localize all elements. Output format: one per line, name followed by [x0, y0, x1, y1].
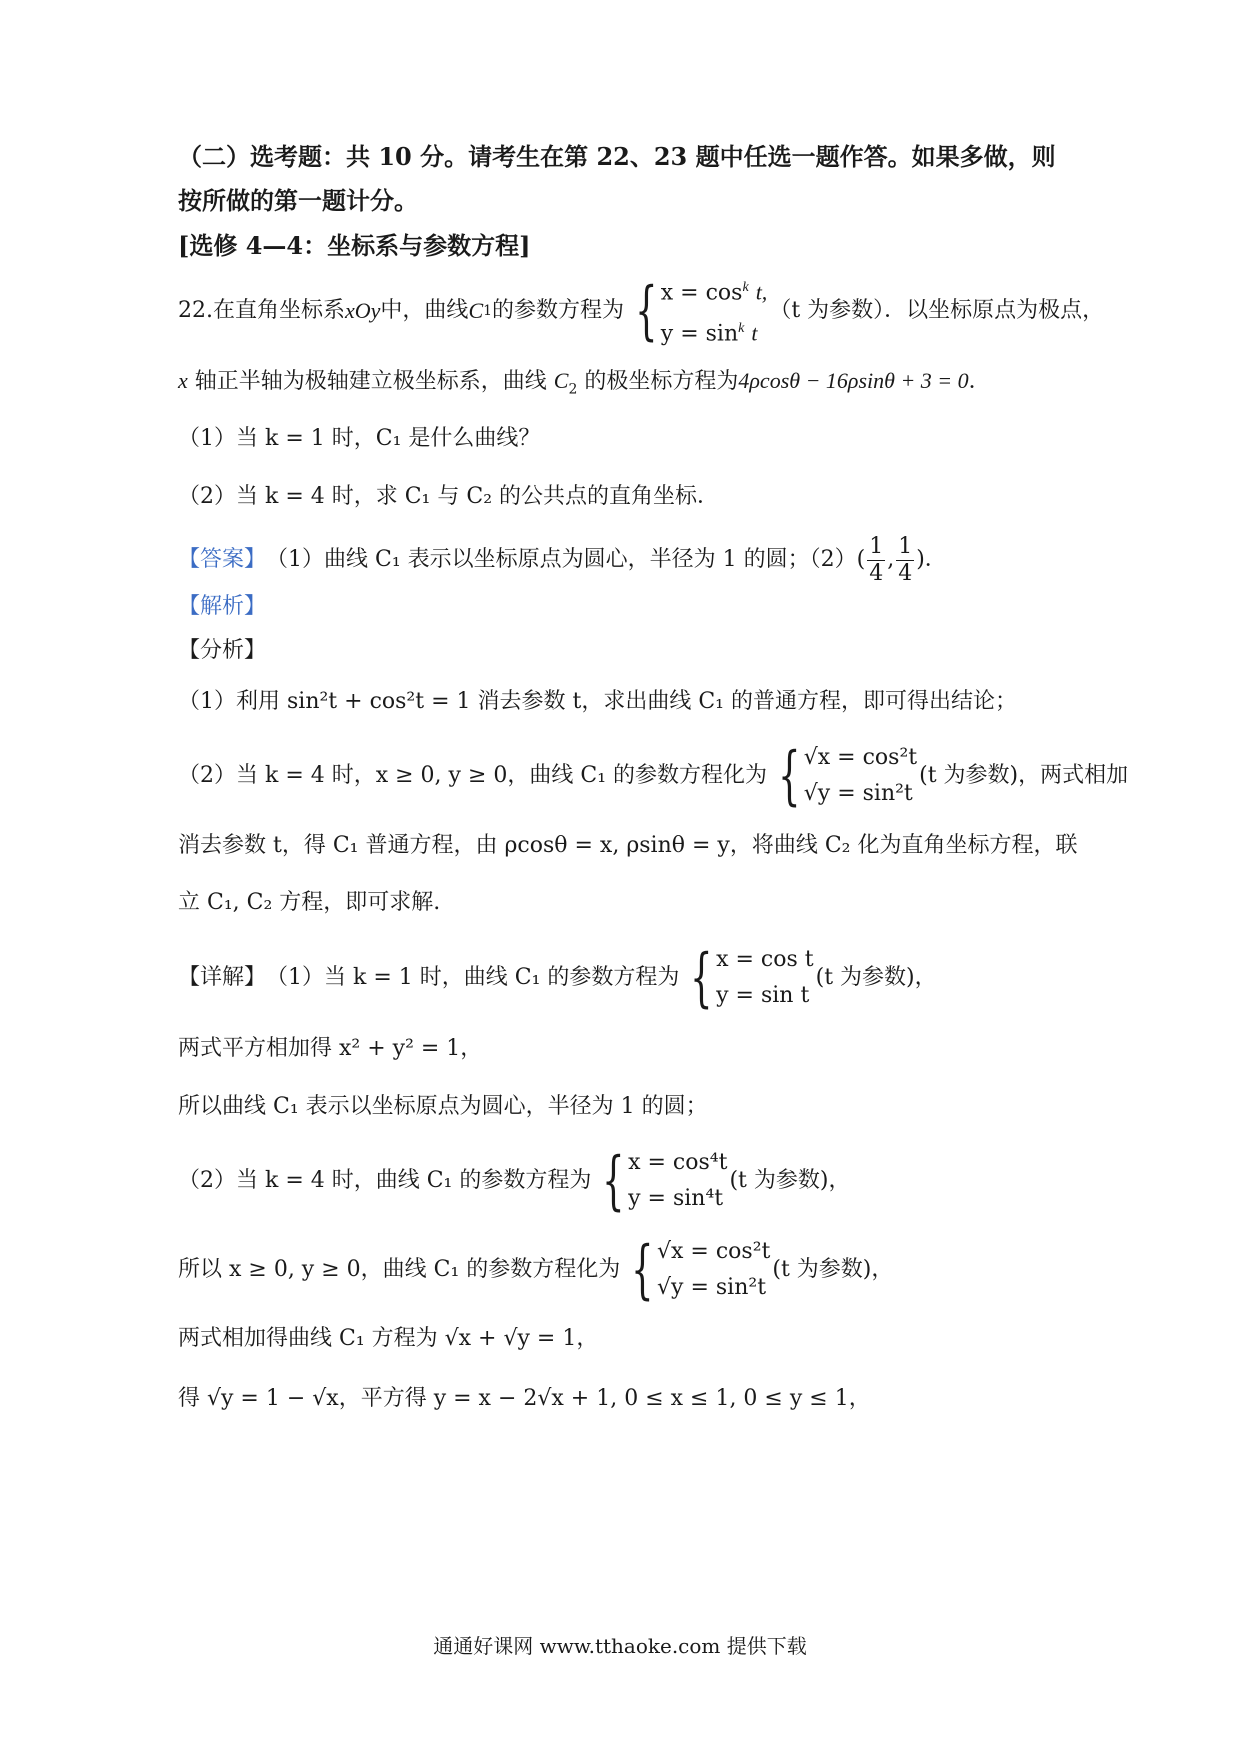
answer-frac-1: $\frac{1}{4}$: [869, 533, 884, 586]
xj3-row1: √x = cos²t: [657, 1239, 771, 1264]
xiangjie-s3: 所以曲线 C₁ 表示以坐标原点为圆心，半径为 1 的圆；: [178, 1094, 708, 1119]
elective-title: [选修 4—4：坐标系与参数方程]: [178, 231, 531, 260]
xoy-symbol: xOy: [345, 298, 381, 323]
c2-symbol: C: [553, 368, 569, 393]
line2-text: 轴正半轴为极轴建立极坐标系，曲线: [187, 369, 554, 394]
xj1-row1: x = cos t: [716, 947, 814, 972]
fenxi-p3: 消去参数 t，得 C₁ 普通方程，由 ρcosθ = x, ρsinθ = y，将曲线 C₂ 化为直角坐标方程，联: [178, 833, 1078, 858]
sys-row2: y = sin: [660, 321, 739, 347]
xj2-row2: y = sin⁴t: [628, 1186, 724, 1211]
xiangjie-s4: [178, 1143, 1090, 1219]
problem-mid2: 的参数方程为: [492, 298, 625, 323]
xiangjie-s6: 两式相加得曲线 C₁ 方程为 √x + √y = 1，: [178, 1326, 599, 1351]
answer-line: 【答案】 （1）曲线 C₁ 表示以坐标原点为圆心，半径为 1 的圆；（2）( $\frac{1}{4}$ , $\frac{1}{4}$ )．: [178, 533, 947, 586]
analysis-label: 【解析】: [178, 594, 267, 619]
problem-22-statement: 22.在直角坐标系 xOy 中，曲线 C 1 的参数方程为 { $x = \cos^k t$, $y = \sin^k t$ （t 为参数）．以坐标原点为极点，: [178, 276, 1090, 346]
xiangjie-s1-b: (t 为参数)，: [815, 965, 937, 990]
problem-intro: 22.在直角坐标系: [178, 298, 345, 323]
fenxi-system: { √x = cos²t √y = sin²t: [778, 739, 918, 813]
polar-equation: 4ρcosθ − 16ρsinθ + 3 = 0: [738, 368, 969, 393]
xj1-row2: y = sin t: [716, 983, 810, 1008]
fenxi-p2-b: (t 为参数)，两式相加: [919, 763, 1129, 788]
xiangjie-s1-a: （1）当 k = 1 时，曲线 C₁ 的参数方程为: [266, 965, 680, 990]
sys-var1: t,: [755, 279, 768, 304]
sys-row1: x = cos: [660, 280, 743, 305]
sys-exp1: k: [742, 279, 749, 295]
sys-exp2: k: [738, 321, 745, 336]
fenxi-p4: 立 C₁, C₂ 方程，即可求解.: [178, 890, 441, 915]
answer-label: 【答案】: [178, 547, 267, 572]
footer-credit: 通通好课网 www.tthaoke.com 提供下载: [433, 1634, 807, 1658]
x-axis-symbol: x: [178, 368, 188, 393]
parametric-system: { $x = \cos^k t$, $y = \sin^k t$: [635, 274, 768, 348]
sys-var2: t: [751, 320, 758, 346]
line2-mid: 的极坐标方程为: [577, 369, 739, 394]
fenxi-row1: √x = cos²t: [803, 745, 918, 770]
xiangjie-label: 【详解】: [178, 965, 267, 990]
end-dot: ．: [968, 369, 991, 394]
xj3-row2: √y = sin²t: [657, 1275, 767, 1300]
problem-22-line2: x 轴正半轴为极轴建立极坐标系，曲线 $C_2$ 的极坐标方程为4ρcosθ − 16ρsinθ + 3 = 0．: [178, 368, 991, 398]
question-1: （1）当 k = 1 时，C₁ 是什么曲线？: [178, 426, 541, 451]
xiangjie-s2: 两式平方相加得 x² + y² = 1，: [178, 1036, 483, 1061]
xiangjie-s5-b: (t 为参数)，: [772, 1257, 894, 1282]
xiangjie-system-2: { x = cos⁴t y = sin⁴t: [602, 1144, 728, 1218]
section-heading-line2: 按所做的第一题计分。: [178, 186, 418, 215]
c1-symbol: C: [468, 298, 484, 323]
xiangjie-s5: [178, 1230, 1090, 1310]
fenxi-label: 【分析】: [178, 638, 267, 663]
fenxi-p2-a: （2）当 k = 4 时，x ≥ 0, y ≥ 0，曲线 C₁ 的参数方程化为: [178, 763, 768, 788]
param-note: （t 为参数）．以坐标原点为极点，: [769, 298, 1105, 323]
problem-mid1: 中，曲线: [380, 298, 469, 323]
fenxi-row2: √y = sin²t: [803, 781, 913, 806]
xiangjie-s1: [178, 940, 1090, 1016]
fenxi-p1: （1）利用 sin²t + cos²t = 1 消去参数 t，求出曲线 C₁ 的普通方程，即可得出结论；: [178, 689, 1017, 714]
xiangjie-s4-b: (t 为参数)，: [729, 1168, 851, 1193]
answer-tail: )．: [916, 547, 947, 572]
xiangjie-system-1: { x = cos t y = sin t: [690, 941, 814, 1015]
xiangjie-s7: 得 √y = 1 − √x，平方得 y = x − 2√x + 1, 0 ≤ x ≤ 1, 0 ≤ y ≤ 1，: [178, 1386, 871, 1411]
xj2-row1: x = cos⁴t: [628, 1150, 728, 1175]
fenxi-p2: [178, 736, 1129, 816]
question-2: （2）当 k = 4 时，求 C₁ 与 C₂ 的公共点的直角坐标．: [178, 484, 720, 509]
answer-frac-2: $\frac{1}{4}$: [898, 533, 913, 586]
xiangjie-s5-a: 所以 x ≥ 0, y ≥ 0，曲线 C₁ 的参数方程化为: [178, 1257, 621, 1282]
xiangjie-system-3: { √x = cos²t √y = sin²t: [631, 1233, 771, 1307]
section-heading-line1: （二）选考题：共 10 分。请考生在第 22、23 题中任选一题作答。如果多做，则: [178, 142, 1056, 171]
xiangjie-s4-a: （2）当 k = 4 时，曲线 C₁ 的参数方程为: [178, 1168, 592, 1193]
answer-text: （1）曲线 C₁ 表示以坐标原点为圆心，半径为 1 的圆；（2）(: [266, 547, 866, 572]
